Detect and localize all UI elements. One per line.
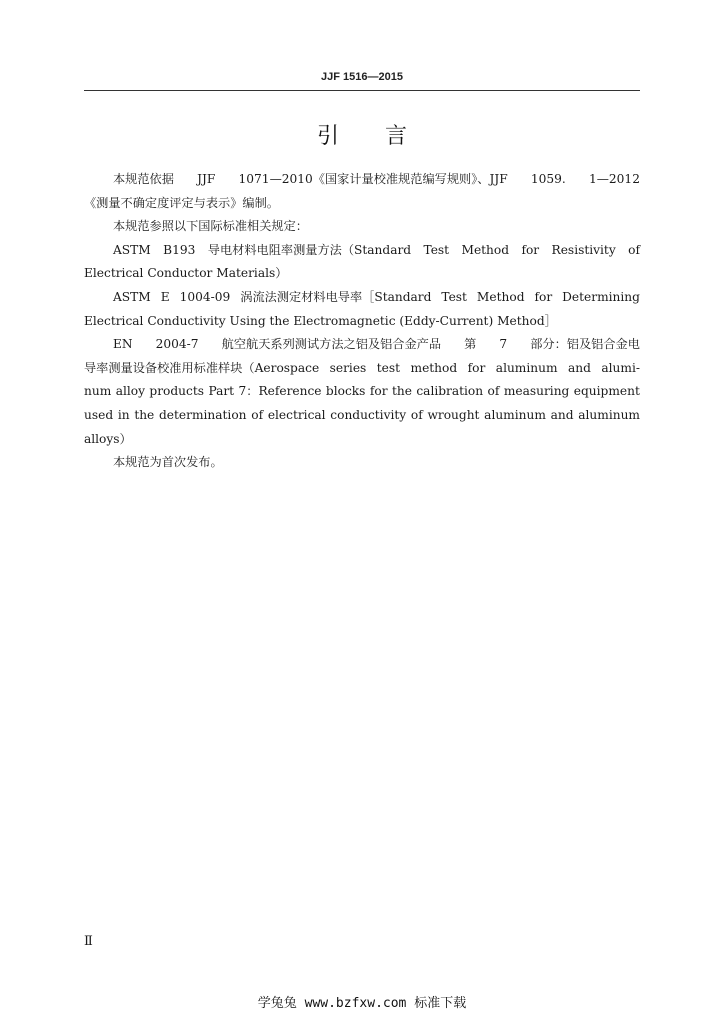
- paragraph-line: used in the determination of electrical conductivity of wrought aluminum and aluminum: [84, 407, 640, 422]
- paragraph-line: 导率测量设备校准用标准样块（Aerospace series test method for aluminum and alumi-: [84, 360, 640, 375]
- header-divider: [84, 90, 640, 91]
- paragraph-line: Electrical Conductor Materials）: [84, 266, 288, 281]
- page-number: Ⅱ: [84, 934, 93, 949]
- paragraph-line: num alloy products Part 7：Reference blocks for the calibration of measuring equipment: [84, 384, 640, 399]
- page-title: 引言: [316, 124, 453, 149]
- paragraph-line: ASTM B193 导电材料电阻率测量方法（Standard Test Method for Resistivity of: [113, 242, 640, 257]
- paragraph-line: EN 2004-7 航空航天系列测试方法之铝及铝合金产品 第 7 部分：铝及铝合金电: [113, 337, 640, 352]
- footer-watermark-link[interactable]: 学兔兔 www.bzfxw.com 标准下载: [257, 996, 467, 1011]
- paragraph-line: alloys）: [84, 431, 132, 446]
- paragraph-line: 本规范依据 JJF 1071—2010《国家计量校准规范编写规则》、JJF 1059. 1—2012: [113, 172, 640, 186]
- paragraph-line: ASTM E 1004-09 涡流法测定材料电导率［Standard Test Method for Determining: [113, 289, 640, 304]
- paragraph-line: Electrical Conductivity Using the Electromagnetic (Eddy-Current) Method］: [84, 313, 557, 328]
- preface-body: [84, 168, 640, 475]
- paragraph-line: 《测量不确定度评定与表示》编制。: [84, 195, 279, 210]
- paragraph-line: 本规范为首次发布。: [113, 455, 223, 470]
- paragraph-line: 本规范参照以下国际标准相关规定：: [113, 219, 308, 234]
- standard-code-header: JJF 1516—2015: [321, 71, 403, 83]
